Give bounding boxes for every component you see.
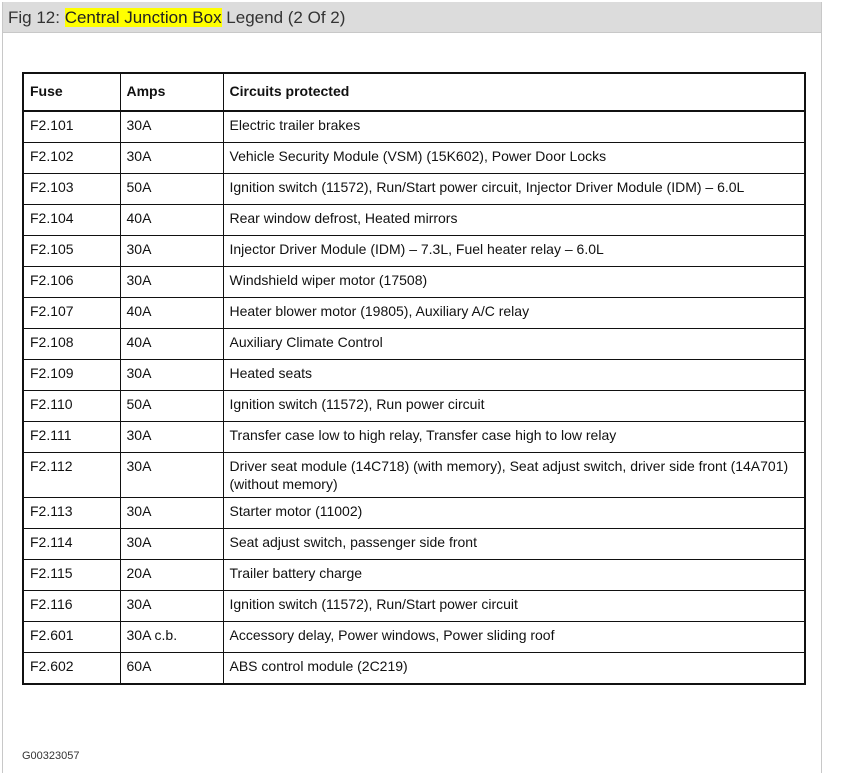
amps-cell: 20A [120, 560, 223, 591]
amps-cell: 50A [120, 391, 223, 422]
amps-cell: 30A [120, 143, 223, 174]
fuse-cell: F2.601 [23, 622, 120, 653]
table-row [23, 422, 805, 453]
caption-highlight: Central Junction Box [64, 8, 222, 27]
circuits-cell: Injector Driver Module (IDM) – 7.3L, Fuel heater relay – 6.0L [223, 236, 805, 267]
amps-cell: 30A [120, 422, 223, 453]
figure-frame [2, 2, 822, 773]
header-fuse: Fuse [23, 73, 120, 111]
fuse-cell: F2.107 [23, 298, 120, 329]
circuits-cell: Trailer battery charge [223, 560, 805, 591]
circuits-cell: Ignition switch (11572), Run/Start power circuit, Injector Driver Module (IDM) – 6.0L [223, 174, 805, 205]
fuse-cell: F2.102 [23, 143, 120, 174]
table-row [23, 360, 805, 391]
circuits-cell: Seat adjust switch, passenger side front [223, 529, 805, 560]
amps-cell: 30A [120, 360, 223, 391]
circuits-cell: ABS control module (2C219) [223, 653, 805, 685]
amps-cell: 40A [120, 205, 223, 236]
table-row [23, 529, 805, 560]
amps-cell: 30A [120, 111, 223, 143]
amps-cell: 40A [120, 329, 223, 360]
table-row [23, 298, 805, 329]
fuse-cell: F2.109 [23, 360, 120, 391]
amps-cell: 30A [120, 529, 223, 560]
circuits-cell: Heater blower motor (19805), Auxiliary A/C relay [223, 298, 805, 329]
header-amps: Amps [120, 73, 223, 111]
table-body [23, 111, 805, 684]
amps-cell: 30A [120, 453, 223, 498]
fuse-cell: F2.106 [23, 267, 120, 298]
circuits-cell: Ignition switch (11572), Run power circuit [223, 391, 805, 422]
table-row [23, 205, 805, 236]
circuits-cell: Rear window defrost, Heated mirrors [223, 205, 805, 236]
fuse-cell: F2.111 [23, 422, 120, 453]
table-row [23, 391, 805, 422]
fuse-cell: F2.110 [23, 391, 120, 422]
circuits-cell: Accessory delay, Power windows, Power sliding roof [223, 622, 805, 653]
table-row [23, 453, 805, 498]
table-row [23, 591, 805, 622]
fuse-legend-table [22, 72, 806, 685]
caption-suffix: Legend (2 Of 2) [221, 8, 346, 27]
table-row [23, 111, 805, 143]
table-row [23, 622, 805, 653]
circuits-cell: Vehicle Security Module (VSM) (15K602), Power Door Locks [223, 143, 805, 174]
circuits-cell: Auxiliary Climate Control [223, 329, 805, 360]
figure-id: G00323057 [22, 750, 80, 762]
fuse-cell: F2.112 [23, 453, 120, 498]
header-circuits: Circuits protected [223, 73, 805, 111]
circuits-cell: Ignition switch (11572), Run/Start power circuit [223, 591, 805, 622]
fuse-cell: F2.103 [23, 174, 120, 205]
circuits-cell: Transfer case low to high relay, Transfer case high to low relay [223, 422, 805, 453]
caption-prefix: Fig 12: [8, 8, 65, 27]
figure-caption [3, 2, 821, 33]
fuse-cell: F2.116 [23, 591, 120, 622]
table-row [23, 143, 805, 174]
fuse-cell: F2.115 [23, 560, 120, 591]
table-row [23, 236, 805, 267]
amps-cell: 30A [120, 236, 223, 267]
circuits-cell: Driver seat module (14C718) (with memory), Seat adjust switch, driver side front (14A701) (without memory) [223, 453, 805, 498]
amps-cell: 40A [120, 298, 223, 329]
table-row [23, 560, 805, 591]
table-row [23, 329, 805, 360]
table-row [23, 498, 805, 529]
fuse-cell: F2.101 [23, 111, 120, 143]
amps-cell: 60A [120, 653, 223, 685]
table-header-row [23, 73, 805, 111]
fuse-cell: F2.105 [23, 236, 120, 267]
amps-cell: 30A [120, 591, 223, 622]
amps-cell: 30A [120, 267, 223, 298]
circuits-cell: Starter motor (11002) [223, 498, 805, 529]
circuits-cell: Heated seats [223, 360, 805, 391]
amps-cell: 30A c.b. [120, 622, 223, 653]
fuse-cell: F2.113 [23, 498, 120, 529]
circuits-cell: Electric trailer brakes [223, 111, 805, 143]
table-row [23, 267, 805, 298]
fuse-cell: F2.114 [23, 529, 120, 560]
fuse-cell: F2.602 [23, 653, 120, 685]
fuse-cell: F2.104 [23, 205, 120, 236]
amps-cell: 50A [120, 174, 223, 205]
amps-cell: 30A [120, 498, 223, 529]
fuse-cell: F2.108 [23, 329, 120, 360]
table-row [23, 653, 805, 685]
circuits-cell: Windshield wiper motor (17508) [223, 267, 805, 298]
table-row [23, 174, 805, 205]
